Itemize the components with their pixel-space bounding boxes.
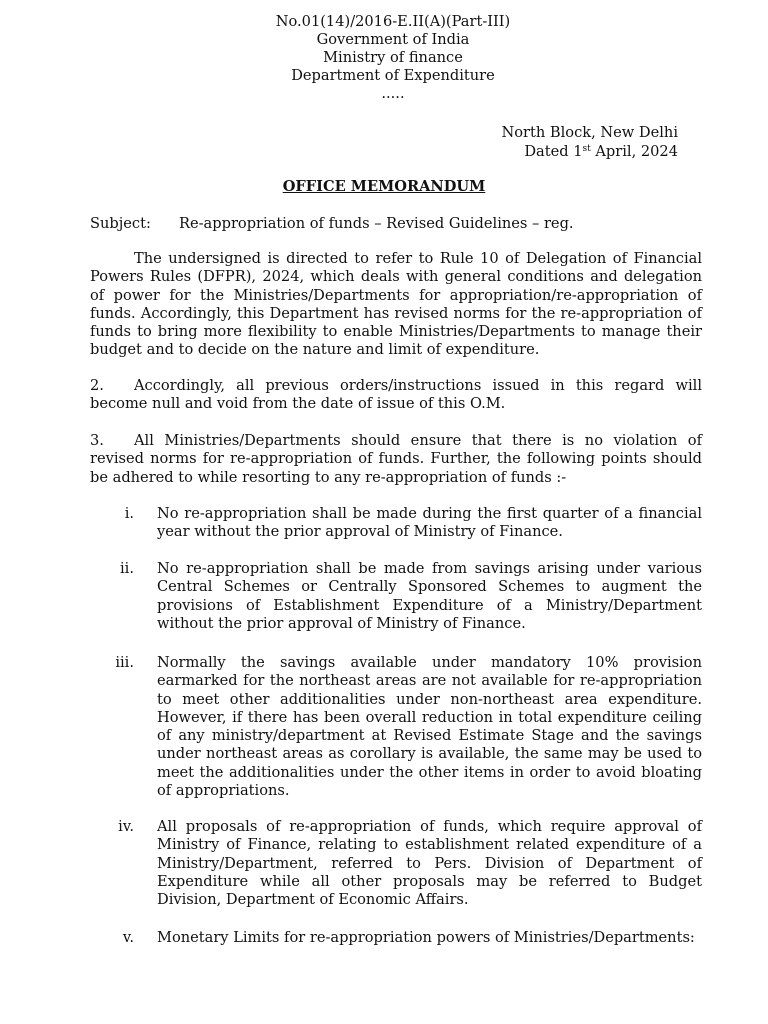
paragraph-3 (90, 432, 702, 487)
item-number: iv. (118, 818, 134, 835)
list-item-i (110, 505, 702, 542)
subject-label: Subject: (90, 215, 151, 232)
place: North Block, New Delhi (501, 124, 678, 141)
item-number: v. (122, 929, 134, 946)
subject-line (90, 214, 710, 233)
paragraph-text: All Ministries/Departments should ensure that there is no violation of revised norms for re-appropriation of funds. Further, the following points should be adhered to while resorting to any re-appropriation of funds :- (90, 432, 702, 486)
date: Dated 1st April, 2024 (524, 143, 678, 160)
item-text: Monetary Limits for re-appropriation powers of Ministries/Departments: (157, 929, 695, 946)
government-name: Government of India (316, 31, 470, 48)
list-item-iv (110, 818, 702, 909)
paragraph-text: The undersigned is directed to refer to Rule 10 of Delegation of Financial Powers Rules (DFPR), 2024, which deals with general conditions and delegation of power for the Ministries/Departments for appropriation/re-appropriation of funds. Accordingly, this Department has revised norms for the re-appropriation of funds to bring more flexibility to enable Ministries/Departments to manage their budget and to decide on the nature and limit of expenditure. (90, 250, 702, 359)
list-item-v (110, 929, 702, 947)
ministry-name: Ministry of finance (323, 49, 463, 66)
department-name: Department of Expenditure (291, 67, 495, 84)
item-text: No re-appropriation shall be made during the first quarter of a financial year without the prior approval of Ministry of Finance. (157, 505, 702, 541)
list-item-ii (110, 560, 702, 633)
place-date (501, 123, 678, 161)
item-text: No re-appropriation shall be made from savings arising under various Central Schemes or Centrally Sponsored Schemes to augment the provisions of Establishment Expenditure of a Ministry/Department without the prior approval of Ministry of Finance. (157, 560, 702, 632)
item-text: Normally the savings available under mandatory 10% provision earmarked for the northeast areas are not available for re-appropriation to meet other additionalities under non-northeast area expenditure. However, if there has been overall reduction in total expenditure ceiling of any ministry/department at Revised Estimate Stage and the savings under northeast areas as corollary is available, the same may be used to meet the additionalities under the other items in order to avoid bloating of appropriations. (157, 654, 702, 800)
memo-title: OFFICE MEMORANDUM (282, 178, 486, 195)
item-number: iii. (115, 654, 134, 671)
paragraph-number: 2. (90, 377, 104, 394)
item-text: All proposals of re-appropriation of funds, which require approval of Ministry of Finance, relating to establishment related expenditure of a Ministry/Department, referred to Pers. Division of Department of Expenditure while all other proposals may be referred to Budget Division, Department of Economic Affairs. (157, 818, 702, 909)
subject-text: Re-appropriation of funds – Revised Guidelines – reg. (179, 215, 574, 232)
item-number: i. (124, 505, 134, 522)
paragraph-number: 3. (90, 432, 104, 449)
paragraph-1 (90, 250, 702, 360)
letterhead (0, 13, 768, 103)
item-number: ii. (120, 560, 134, 577)
paragraph-2 (90, 377, 702, 414)
list-item-iii (110, 654, 702, 800)
paragraph-text: Accordingly, all previous orders/instructions issued in this regard will become null and void from the date of issue of this O.M. (90, 377, 702, 413)
separator-dots: ..... (381, 85, 405, 102)
file-number: No.01(14)/2016-E.II(A)(Part-III) (275, 13, 511, 30)
